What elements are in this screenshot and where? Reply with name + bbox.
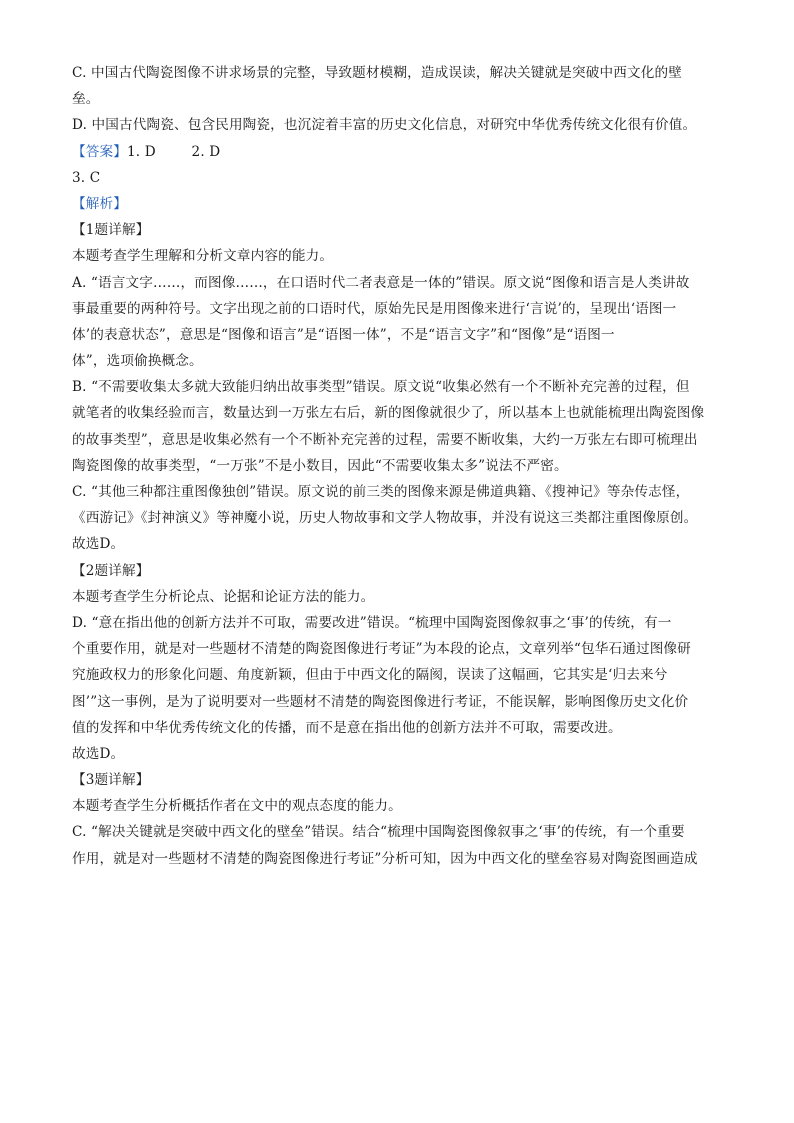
q1-b-line-1: B. “不需要收集太多就大致能归纳出故事类型”错误。原文说“收集必然有一个不断补充完善的过程，但	[72, 379, 690, 396]
q2-d-line-5: 值的发挥和中华优秀传统文化的传播，而不是意在指出他的创新方法并不可取，需要改进。	[72, 719, 622, 736]
q1-b-line-3: 的故事类型”，意思是收集必然有一个不断补充完善的过程，需要不断收集，大约一万张左右即可梳理出	[72, 431, 698, 448]
q3-intro: 本题考查学生分析概括作者在文中的观点态度的能力。	[72, 798, 402, 815]
q1-a-line-4: 体”，选项偷换概念。	[72, 353, 203, 370]
q2-conclusion: 故选D。	[72, 745, 125, 762]
document-body	[72, 60, 722, 872]
q1-intro: 本题考查学生理解和分析文章内容的能力。	[72, 248, 334, 265]
q1-a-line-3: 体’的表意状态”，意思是“图像和语言”是“语图一体”，不是“语言文字”和“图像”是“语图一	[72, 326, 615, 343]
q2-d-line-3: 究施政权力的形象化问题、角度新颖，但由于中西文化的隔阂，误读了这幅画，它其实是‘归去来兮	[72, 667, 668, 684]
q3-c-line-1: C. “解决关键就是突破中西文化的壁垒”错误。结合“梳理中国陶瓷图像叙事之‘事’的传统，有一个重要	[72, 824, 685, 841]
q1-b-line-2: 就笔者的收集经验而言，数量达到一万张左右后，新的图像就很少了，所以基本上也就能梳理出陶瓷图像	[72, 405, 705, 422]
answer-line	[72, 139, 722, 165]
q2-d-line-4: 图’”这一事例，是为了说明要对一些题材不清楚的陶瓷图像进行考证，不能误解，影响图像历史文化价	[72, 693, 689, 710]
q1-a-line-1: A. “语言文字……，而图像……，在口语时代二者表意是一体的”错误。原文说“图像和语言是人类讲故	[72, 274, 690, 291]
answer-label: 【答案】	[72, 143, 127, 160]
q1-heading: 【1题详解】	[72, 222, 150, 239]
q2-d-line-1: D. “意在指出他的创新方法并不可取，需要改进”错误。“梳理中国陶瓷图像叙事之‘事’的传统，有一	[72, 614, 672, 631]
option-d-line: D. 中国古代陶瓷、包含民用陶瓷，也沉淀着丰富的历史文化信息，对研究中华优秀传统文化很有价值。	[72, 117, 697, 134]
q2-heading: 【2题详解】	[72, 562, 150, 579]
option-c-line-2: 垒。	[72, 91, 100, 108]
option-c-line-1: C. 中国古代陶瓷图像不讲求场景的完整，导致题材模糊，造成误读，解决关键就是突破中西文化的壁	[72, 65, 682, 81]
q1-c-line-1: C. “其他三种都注重图像独创”错误。原文说的前三类的图像来源是佛道典籍、《搜神记》等杂传志怪，	[72, 484, 690, 500]
q3-c-line-2: 作用，就是对一些题材不清楚的陶瓷图像进行考证”分析可知，因为中西文化的壁垒容易对陶瓷图画造成	[72, 850, 698, 867]
analysis-line	[72, 191, 722, 217]
q1-c-line-2: 《西游记》《封神演义》等神魔小说，历史人物故事和文学人物故事，并没有说这三类都注重图像原创。	[72, 510, 698, 527]
q2-intro: 本题考查学生分析论点、论据和论证方法的能力。	[72, 588, 375, 605]
q2-d-line-2: 个重要作用，就是对一些题材不清楚的陶瓷图像进行考证”为本段的论点，文章列举“包华石通过图像研	[72, 641, 691, 658]
q1-conclusion: 故选D。	[72, 536, 125, 553]
q3-heading: 【3题详解】	[72, 772, 150, 789]
q1-b-line-4: 陶瓷图像的故事类型，“一万张”不是小数目，因此“不需要收集太多”说法不严密。	[72, 457, 568, 474]
answer-text: 1. D 2. D	[126, 143, 221, 160]
q1-a-line-2: 事最重要的两种符号。文字出现之前的口语时代，原始先民是用图像来进行‘言说’的，呈现出‘语图一	[72, 300, 677, 317]
analysis-label: 【解析】	[72, 195, 127, 212]
answer-3-line: 3. C	[72, 169, 101, 186]
